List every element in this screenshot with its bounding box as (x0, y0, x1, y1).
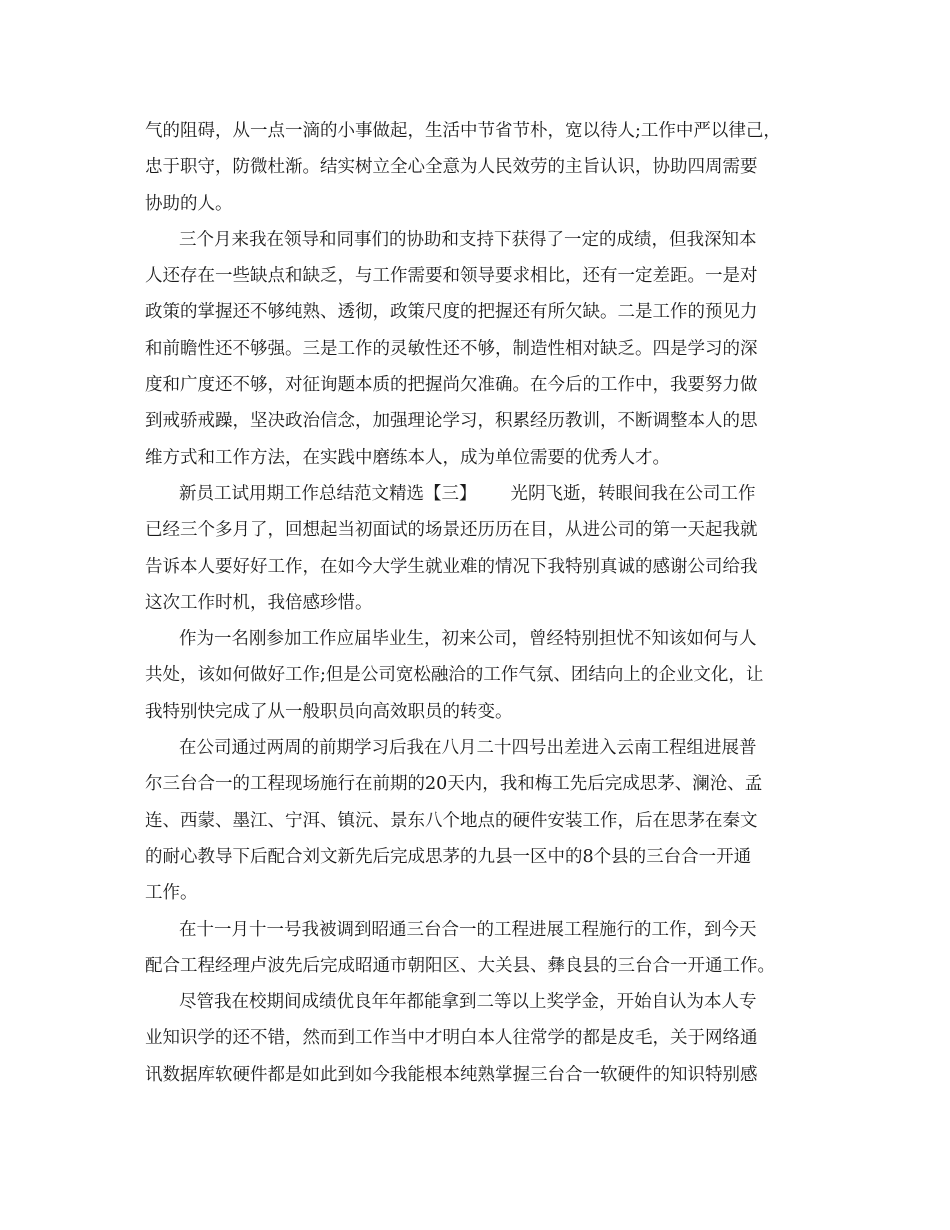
text-line-content: 到戒骄戒躁，坚决政治信念，加强理论学习，积累经历教训，不断调整本人的思 (145, 411, 758, 432)
text-line (145, 585, 810, 621)
text-line-content: 告诉本人要好好工作，在如今大学生就业难的情况下我特别真诚的感谢公司给我 (145, 556, 758, 577)
text-line-content: 讯数据库软硬件都是如此到如今我能根本纯熟掌握三台合一软硬件的知识特别感 (145, 1064, 758, 1085)
text-line-content: 政策的掌握还不够纯熟、透彻，政策尺度的把握还有所欠缺。二是工作的预见力 (145, 302, 758, 323)
text-line (145, 1020, 810, 1056)
text-line (145, 403, 810, 439)
text-line (145, 839, 810, 875)
text-line (145, 694, 810, 730)
text-line (145, 912, 810, 948)
text-line-content: 共处，该如何做好工作;但是公司宽松融洽的工作气氛、团结向上的企业文化，让 (145, 665, 764, 686)
text-line-content: 协助的人。 (145, 193, 233, 214)
text-line-content: 在公司通过两周的前期学习后我在八月二十四号出差进入云南工程组进展普 (179, 738, 757, 759)
text-line-content: 在十一月十一号我被调到昭通三台合一的工程进展工程施行的工作，到今天 (179, 919, 757, 940)
text-line-content: 尽管我在校期间成绩优良年年都能拿到二等以上奖学金，开始自认为本人专 (179, 992, 757, 1013)
text-line-tail: 光阴飞逝，转眼间我在公司工作 (510, 483, 756, 504)
text-line-content: 连、西蒙、墨江、宁洱、镇沅、景东八个地点的硬件安装工作，后在思茅在秦文 (145, 810, 758, 831)
text-line (145, 476, 810, 512)
text-line (145, 149, 810, 185)
text-line (145, 621, 810, 657)
text-line-content: 新员工试用期工作总结范文精选【三】 (179, 483, 477, 504)
text-line (145, 549, 810, 585)
text-line-content: 人还存在一些缺点和缺乏，与工作需要和领导要求相比，还有一定差距。一是对 (145, 266, 758, 287)
text-line-content: 尔三台合一的工程现场施行在前期的20天内，我和梅工先后完成思茅、澜沧、孟 (145, 774, 763, 795)
text-line (145, 984, 810, 1020)
text-line (145, 440, 810, 476)
text-line (145, 766, 810, 802)
text-line (145, 730, 810, 766)
text-line (145, 113, 810, 149)
document-body (145, 113, 810, 1093)
text-line-content: 作为一名刚参加工作应届毕业生，初来公司，曾经特别担忧不知该如何与人 (179, 629, 757, 650)
text-line (145, 222, 810, 258)
text-line (145, 186, 810, 222)
text-line-content: 气的阻碍，从一点一滴的小事做起，生活中节省节朴，宽以待人;工作中严以律己， (145, 121, 781, 141)
text-line-content: 工作。 (145, 883, 198, 904)
text-line-content: 度和广度还不够，对征询题本质的把握尚欠准确。在今后的工作中，我要努力做 (145, 375, 758, 396)
text-line-content: 维方式和工作方法，在实践中磨练本人，成为单位需要的优秀人才。 (145, 447, 670, 468)
text-line-content: 这次工作时机，我倍感珍惜。 (145, 592, 373, 613)
text-line (145, 657, 810, 693)
text-line (145, 294, 810, 330)
text-line (145, 875, 810, 911)
text-line (145, 258, 810, 294)
text-line-content: 配合工程经理卢波先后完成昭通市朝阳区、大关县、彝良县的三台合一开通工作。 (145, 955, 775, 976)
text-line-content: 业知识学的还不错，然而到工作当中才明白本人往常学的都是皮毛，关于网络通 (145, 1028, 758, 1049)
text-line-content: 忠于职守，防微杜渐。结实树立全心全意为人民效劳的主旨认识，协助四周需要 (145, 157, 758, 178)
text-line (145, 803, 810, 839)
text-line-content: 我特别快完成了从一般职员向高效职员的转变。 (145, 701, 513, 722)
text-line (145, 1057, 810, 1093)
text-line (145, 367, 810, 403)
text-line (145, 512, 810, 548)
text-line-content: 三个月来我在领导和同事们的协助和支持下获得了一定的成绩，但我深知本 (179, 229, 757, 250)
text-line-content: 的耐心教导下后配合刘文新先后完成思茅的九县一区中的8个县的三台合一开通 (145, 846, 752, 867)
text-line (145, 948, 810, 984)
text-line-content: 已经三个多月了，回想起当初面试的场景还历历在目，从进公司的第一天起我就 (145, 520, 758, 541)
text-line-content: 和前瞻性还不够强。三是工作的灵敏性还不够，制造性相对缺乏。四是学习的深 (145, 338, 758, 359)
text-line (145, 331, 810, 367)
